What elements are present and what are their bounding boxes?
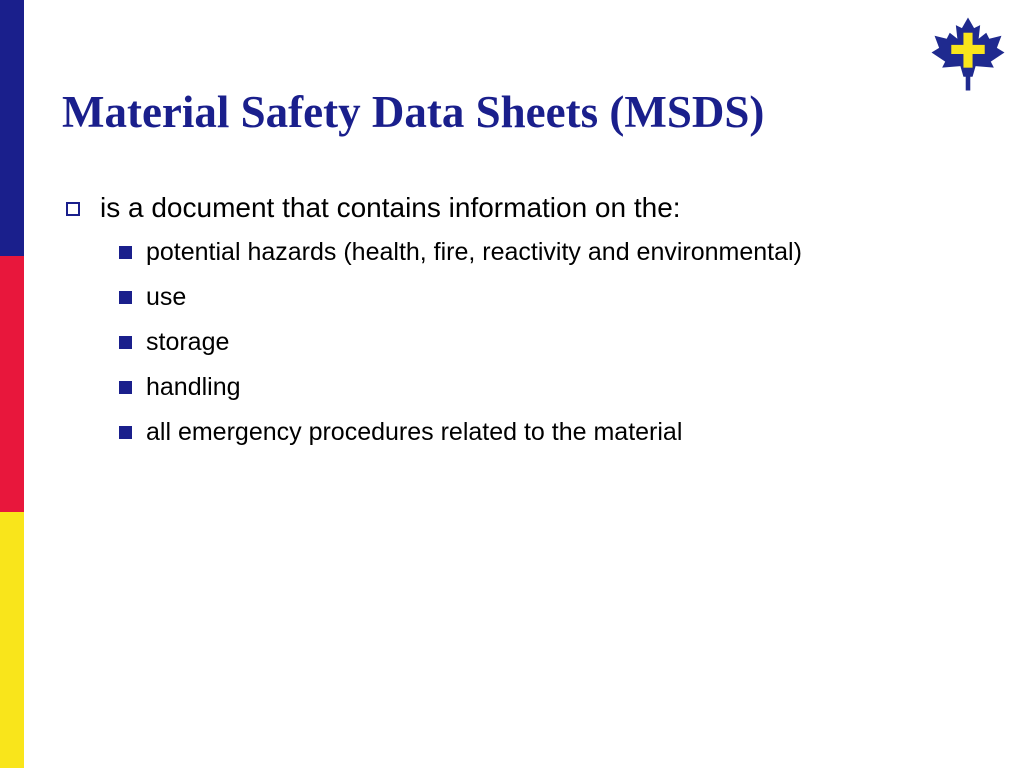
sub-bullet-text: all emergency procedures related to the material (146, 418, 683, 446)
sub-bullet-item (62, 324, 942, 360)
sub-bullet-item (62, 414, 942, 450)
bullet-text: is a document that contains information on the: (100, 192, 681, 223)
sub-bullet-list (62, 234, 942, 450)
left-stripe-yellow (0, 512, 24, 768)
sub-bullet-text: storage (146, 328, 230, 356)
sub-bullet-text: potential hazards (health, fire, reactivity and environmental) (146, 238, 802, 266)
sub-bullet-text: use (146, 283, 187, 311)
sub-bullet-item (62, 279, 942, 315)
filled-square-bullet-icon (119, 336, 132, 349)
hollow-square-bullet-icon (66, 202, 80, 216)
slide-body (62, 188, 942, 459)
slide-title: Material Safety Data Sheets (MSDS) (62, 87, 765, 137)
filled-square-bullet-icon (119, 246, 132, 259)
left-stripe-red (0, 256, 24, 512)
bullet-item (62, 188, 942, 228)
sub-bullet-item (62, 369, 942, 405)
sub-bullet-item (62, 234, 942, 270)
filled-square-bullet-icon (119, 291, 132, 304)
sub-bullet-text: handling (146, 373, 241, 401)
filled-square-bullet-icon (119, 381, 132, 394)
maple-leaf-cross-logo-icon (930, 14, 1006, 94)
left-stripe-blue (0, 0, 24, 256)
filled-square-bullet-icon (119, 426, 132, 439)
